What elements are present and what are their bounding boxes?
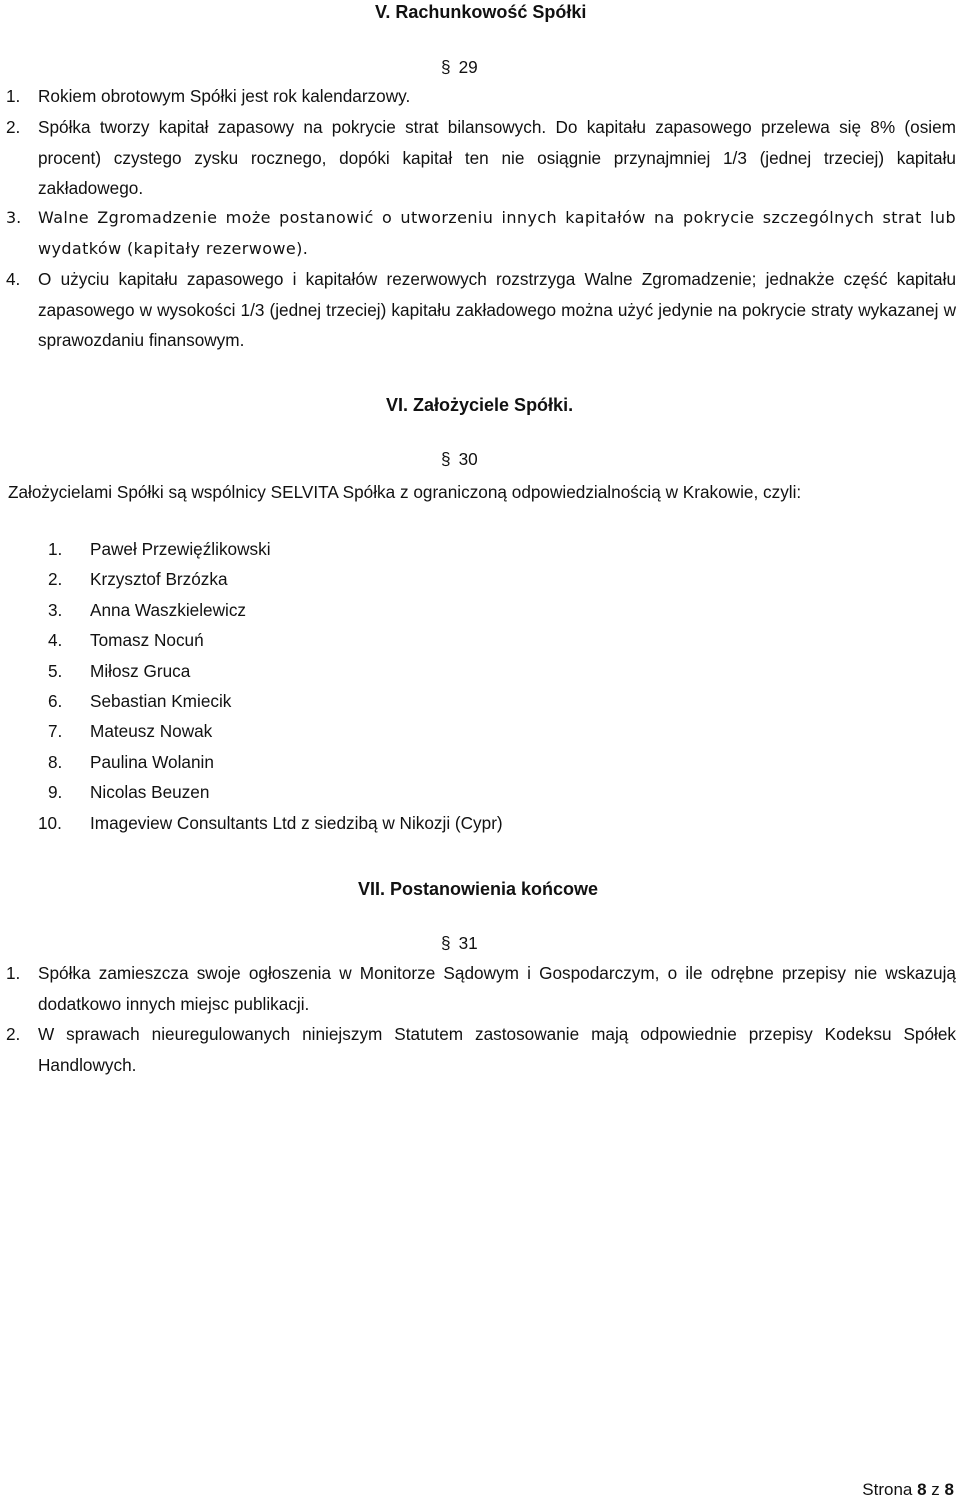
list-item: 2. Krzysztof Brzózka xyxy=(48,569,228,590)
item-number: 3. xyxy=(6,208,22,227)
list-item: 8. Paulina Wolanin xyxy=(48,751,214,772)
section-6-title: VI. Założyciele Spółki. xyxy=(386,395,574,415)
list-item: 10. Imageview Consultants Ltd z siedzibą w Nikozji (Cypr) xyxy=(38,812,503,833)
list-item: 9. Nicolas Beuzen xyxy=(48,782,210,803)
paragraph-sign: § xyxy=(441,449,451,469)
page-number-footer xyxy=(862,1480,954,1500)
item-number: 4. xyxy=(6,269,21,289)
founder-name: Krzysztof Brzózka xyxy=(90,569,228,590)
item-text: Spółka zamieszcza swoje ogłoszenia w Monitorze Sądowym i Gospodarczym, o ile odrębne przepisy nie wskazują dodatkowo innych miejsc publikacji. xyxy=(38,963,956,1014)
founder-name: Sebastian Kmiecik xyxy=(90,691,232,711)
paragraph-sign: § xyxy=(441,57,451,77)
founder-name: Imageview Consultants Ltd z siedzibą w Nikozji (Cypr) xyxy=(90,812,503,833)
item-text: W sprawach nieuregulowanych niniejszym Statutem zastosowanie mają odpowiednie przepisy Kodeksu Spółek Handlowych. xyxy=(38,1024,956,1075)
founder-name: Anna Waszkielewicz xyxy=(90,599,247,620)
section-5-paragraph-marker xyxy=(441,57,478,78)
paragraph-sign: § xyxy=(441,933,451,953)
founder-name: Paweł Przewięźlikowski xyxy=(90,539,271,559)
footer-separator: z xyxy=(931,1480,940,1499)
founder-name: Miłosz Gruca xyxy=(90,660,191,681)
footer-label: Strona xyxy=(862,1480,913,1499)
item-number: 2. xyxy=(6,1024,21,1044)
section-6-intro: Założycielami Spółki są wspólnicy SELVITA Spółka z ograniczoną odpowiedzialnością w Krakowie, czyli: xyxy=(8,482,802,502)
paragraph-number: 31 xyxy=(458,933,478,953)
list-item: 1. Paweł Przewięźlikowski xyxy=(48,539,271,559)
founders-list xyxy=(38,534,938,844)
founder-name: Tomasz Nocuń xyxy=(90,630,204,651)
list-item: 7. Mateusz Nowak xyxy=(48,721,213,742)
footer-total-pages: 8 xyxy=(944,1480,954,1499)
footer-current-page: 8 xyxy=(917,1480,927,1499)
item-number: 1. xyxy=(6,86,21,106)
paragraph-number: 30 xyxy=(458,449,478,469)
paragraph-number: 29 xyxy=(458,57,478,77)
list-item: 3. Anna Waszkielewicz xyxy=(48,599,247,620)
section-6-paragraph-marker xyxy=(441,449,478,470)
item-text: O użyciu kapitału zapasowego i kapitałów rezerwowych rozstrzyga Walne Zgromadzenie; jednakże część kapitału zapasowego w wysokości 1/3 (jednej trzeciej) kapitału zakładowego można użyć jedynie na pokrycie straty wykazanej w sprawozdaniu finansowym. xyxy=(38,269,956,350)
founder-name: Nicolas Beuzen xyxy=(90,782,210,803)
section-7-title: VII. Postanowienia końcowe xyxy=(358,879,599,899)
item-text: Spółka tworzy kapitał zapasowy na pokrycie strat bilansowych. Do kapitału zapasowego przelewa się 8% (osiem procent) czystego zysku rocznego, dopóki kapitał ten nie osiągnie przynajmniej 1/3 (jednej trzeciej) kapitału zakładowego. xyxy=(38,117,956,198)
section-7-paragraph-marker xyxy=(441,933,478,954)
founder-name: Mateusz Nowak xyxy=(90,721,213,742)
list-item: 6. Sebastian Kmiecik xyxy=(48,691,232,711)
founder-name: Paulina Wolanin xyxy=(90,751,214,772)
item-text: Rokiem obrotowym Spółki jest rok kalendarzowy. xyxy=(38,86,411,106)
list-item: 4. Tomasz Nocuń xyxy=(48,630,204,651)
section-5-title: V. Rachunkowość Spółki xyxy=(375,2,587,22)
item-number: 2. xyxy=(6,117,21,137)
list-item: 5. Miłosz Gruca xyxy=(48,660,191,681)
item-number: 1. xyxy=(6,963,21,983)
item-text: Walne Zgromadzenie może postanowić o utworzeniu innych kapitałów na pokrycie szczególnych strat lub wydatków (kapitały rezerwowe). xyxy=(38,208,956,258)
